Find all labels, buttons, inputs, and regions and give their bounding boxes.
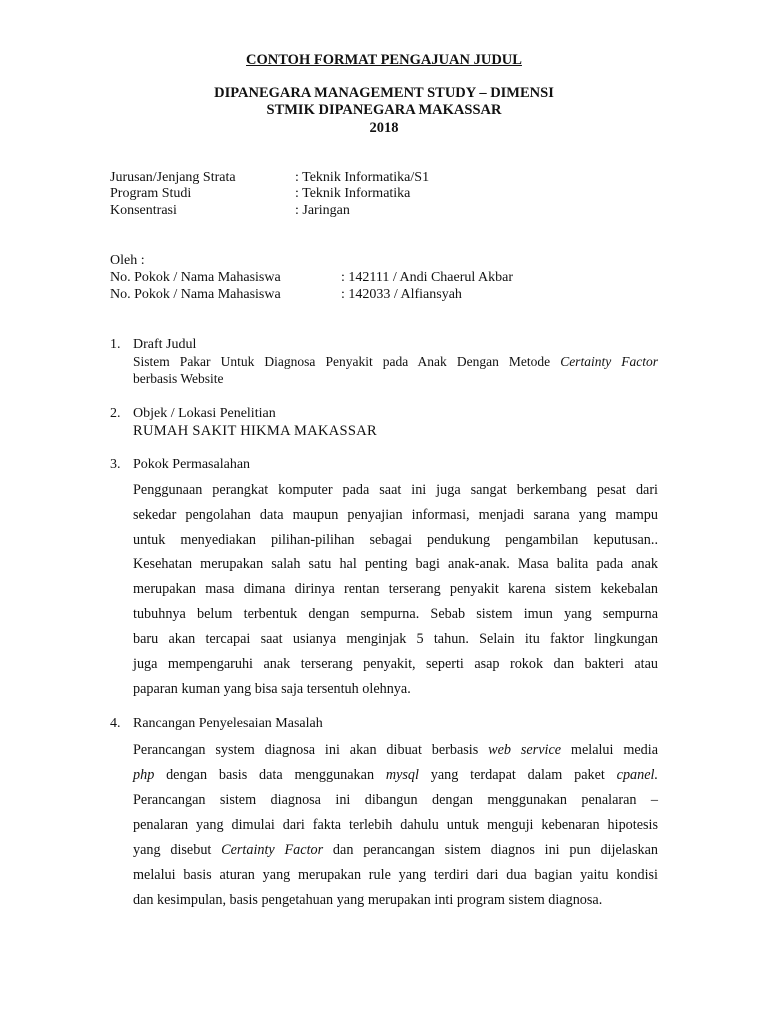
oleh-label: Oleh : xyxy=(110,253,145,268)
problem-line: baru akan tercapai saat usianya menginjak 5 tahun. Selain itu faktor lingkungan xyxy=(133,631,658,647)
problem-line: paparan kuman yang bisa saja tersentuh olehnya. xyxy=(133,681,411,697)
section-1-number: 1. xyxy=(110,337,121,352)
solution-line: dan kesimpulan, basis pengetahuan yang merupakan inti program sistem diagnosa. xyxy=(133,892,603,908)
section-3-title: Pokok Permasalahan xyxy=(133,457,251,472)
student-label: No. Pokok / Nama Mahasiswa xyxy=(110,270,281,285)
solution-italic: mysql xyxy=(385,767,419,783)
solution-text: yang disebut xyxy=(133,842,222,858)
research-location: RUMAH SAKIT HIKMA MAKASSAR xyxy=(133,423,377,439)
solution-text: dengan basis data menggunakan xyxy=(154,767,386,783)
info-value: : Jaringan xyxy=(295,203,350,218)
section-2-title: Objek / Lokasi Penelitian xyxy=(133,406,276,421)
draft-title-line-2: berbasis Website xyxy=(133,371,224,386)
info-label: Jurusan/Jenjang Strata xyxy=(110,170,236,185)
section-3-number: 3. xyxy=(110,457,121,472)
section-2-number: 2. xyxy=(110,406,121,421)
info-row-jurusan xyxy=(110,170,430,186)
problem-line: tubuhnya belum terbentuk dengan sempurna. Sebab sistem imun yang sempurna xyxy=(133,606,658,622)
section-1-title: Draft Judul xyxy=(133,337,197,352)
problem-line: Penggunaan perangkat komputer pada saat ini juga sangat berkembang pesat dari xyxy=(133,482,658,498)
draft-title-line-1 xyxy=(133,354,658,370)
document-year: 2018 xyxy=(369,120,399,136)
solution-text: dan perancangan sistem diagnos ini pun dijelaskan xyxy=(323,842,658,858)
student-value: : 142033 / Alfiansyah xyxy=(341,287,462,302)
info-label: Konsentrasi xyxy=(110,203,177,218)
solution-italic: php xyxy=(133,767,155,783)
solution-text: melalui media xyxy=(561,742,659,758)
info-row-konsentrasi xyxy=(110,203,350,219)
solution-line xyxy=(133,742,658,759)
solution-italic: web service xyxy=(488,742,562,758)
student-value: : 142111 / Andi Chaerul Akbar xyxy=(341,270,513,285)
solution-text: yang terdapat dalam paket xyxy=(418,767,617,783)
draft-title-text: Sistem Pakar Untuk Diagnosa Penyakit pada Anak Dengan Metode xyxy=(133,354,561,369)
solution-line: Perancangan sistem diagnosa ini dibangun dengan menggunakan penalaran – xyxy=(133,792,658,808)
solution-italic: Certainty Factor xyxy=(221,842,324,858)
problem-line: untuk menyediakan pilihan-pilihan sebagai pendukung pengambilan keputusan.. xyxy=(133,532,658,548)
info-value: : Teknik Informatika/S1 xyxy=(295,170,430,185)
solution-line xyxy=(133,767,658,784)
draft-title-italic: Certainty Factor xyxy=(560,354,658,369)
solution-line xyxy=(133,842,658,859)
student-label: No. Pokok / Nama Mahasiswa xyxy=(110,287,281,302)
solution-line: penalaran yang dimulai dari fakta terlebih dahulu untuk menguji kebenaran hipotesis xyxy=(133,817,658,833)
info-value: : Teknik Informatika xyxy=(295,186,411,201)
org-line-2: STMIK DIPANEGARA MAKASSAR xyxy=(266,102,502,118)
info-row-program-studi xyxy=(110,186,411,202)
student-row-1 xyxy=(110,270,513,286)
problem-line: merupakan masa dimana dirinya rentan terserang penyakit karena sistem kekebalan xyxy=(133,581,658,597)
problem-line: juga mempengaruhi anak terserang penyakit, seperti asap rokok dan bakteri atau xyxy=(133,656,658,672)
solution-line: melalui basis aturan yang merupakan rule yang terdiri dari dua bagian yaitu kondisi xyxy=(133,867,658,883)
info-label: Program Studi xyxy=(110,186,192,201)
solution-italic: cpanel. xyxy=(616,767,659,783)
problem-line: Kesehatan merupakan salah satu hal penting bagi anak-anak. Masa balita pada anak xyxy=(133,556,658,572)
student-row-2 xyxy=(110,287,462,303)
section-4-title: Rancangan Penyelesaian Masalah xyxy=(133,716,323,731)
problem-line: sekedar pengolahan data maupun penyajian informasi, menjadi sarana yang mampu xyxy=(133,507,658,523)
solution-text: Perancangan system diagnosa ini akan dibuat berbasis xyxy=(133,742,489,758)
org-line-1: DIPANEGARA MANAGEMENT STUDY – DIMENSI xyxy=(214,85,554,101)
section-4-number: 4. xyxy=(110,716,121,731)
document-title: CONTOH FORMAT PENGAJUAN JUDUL xyxy=(246,52,522,68)
